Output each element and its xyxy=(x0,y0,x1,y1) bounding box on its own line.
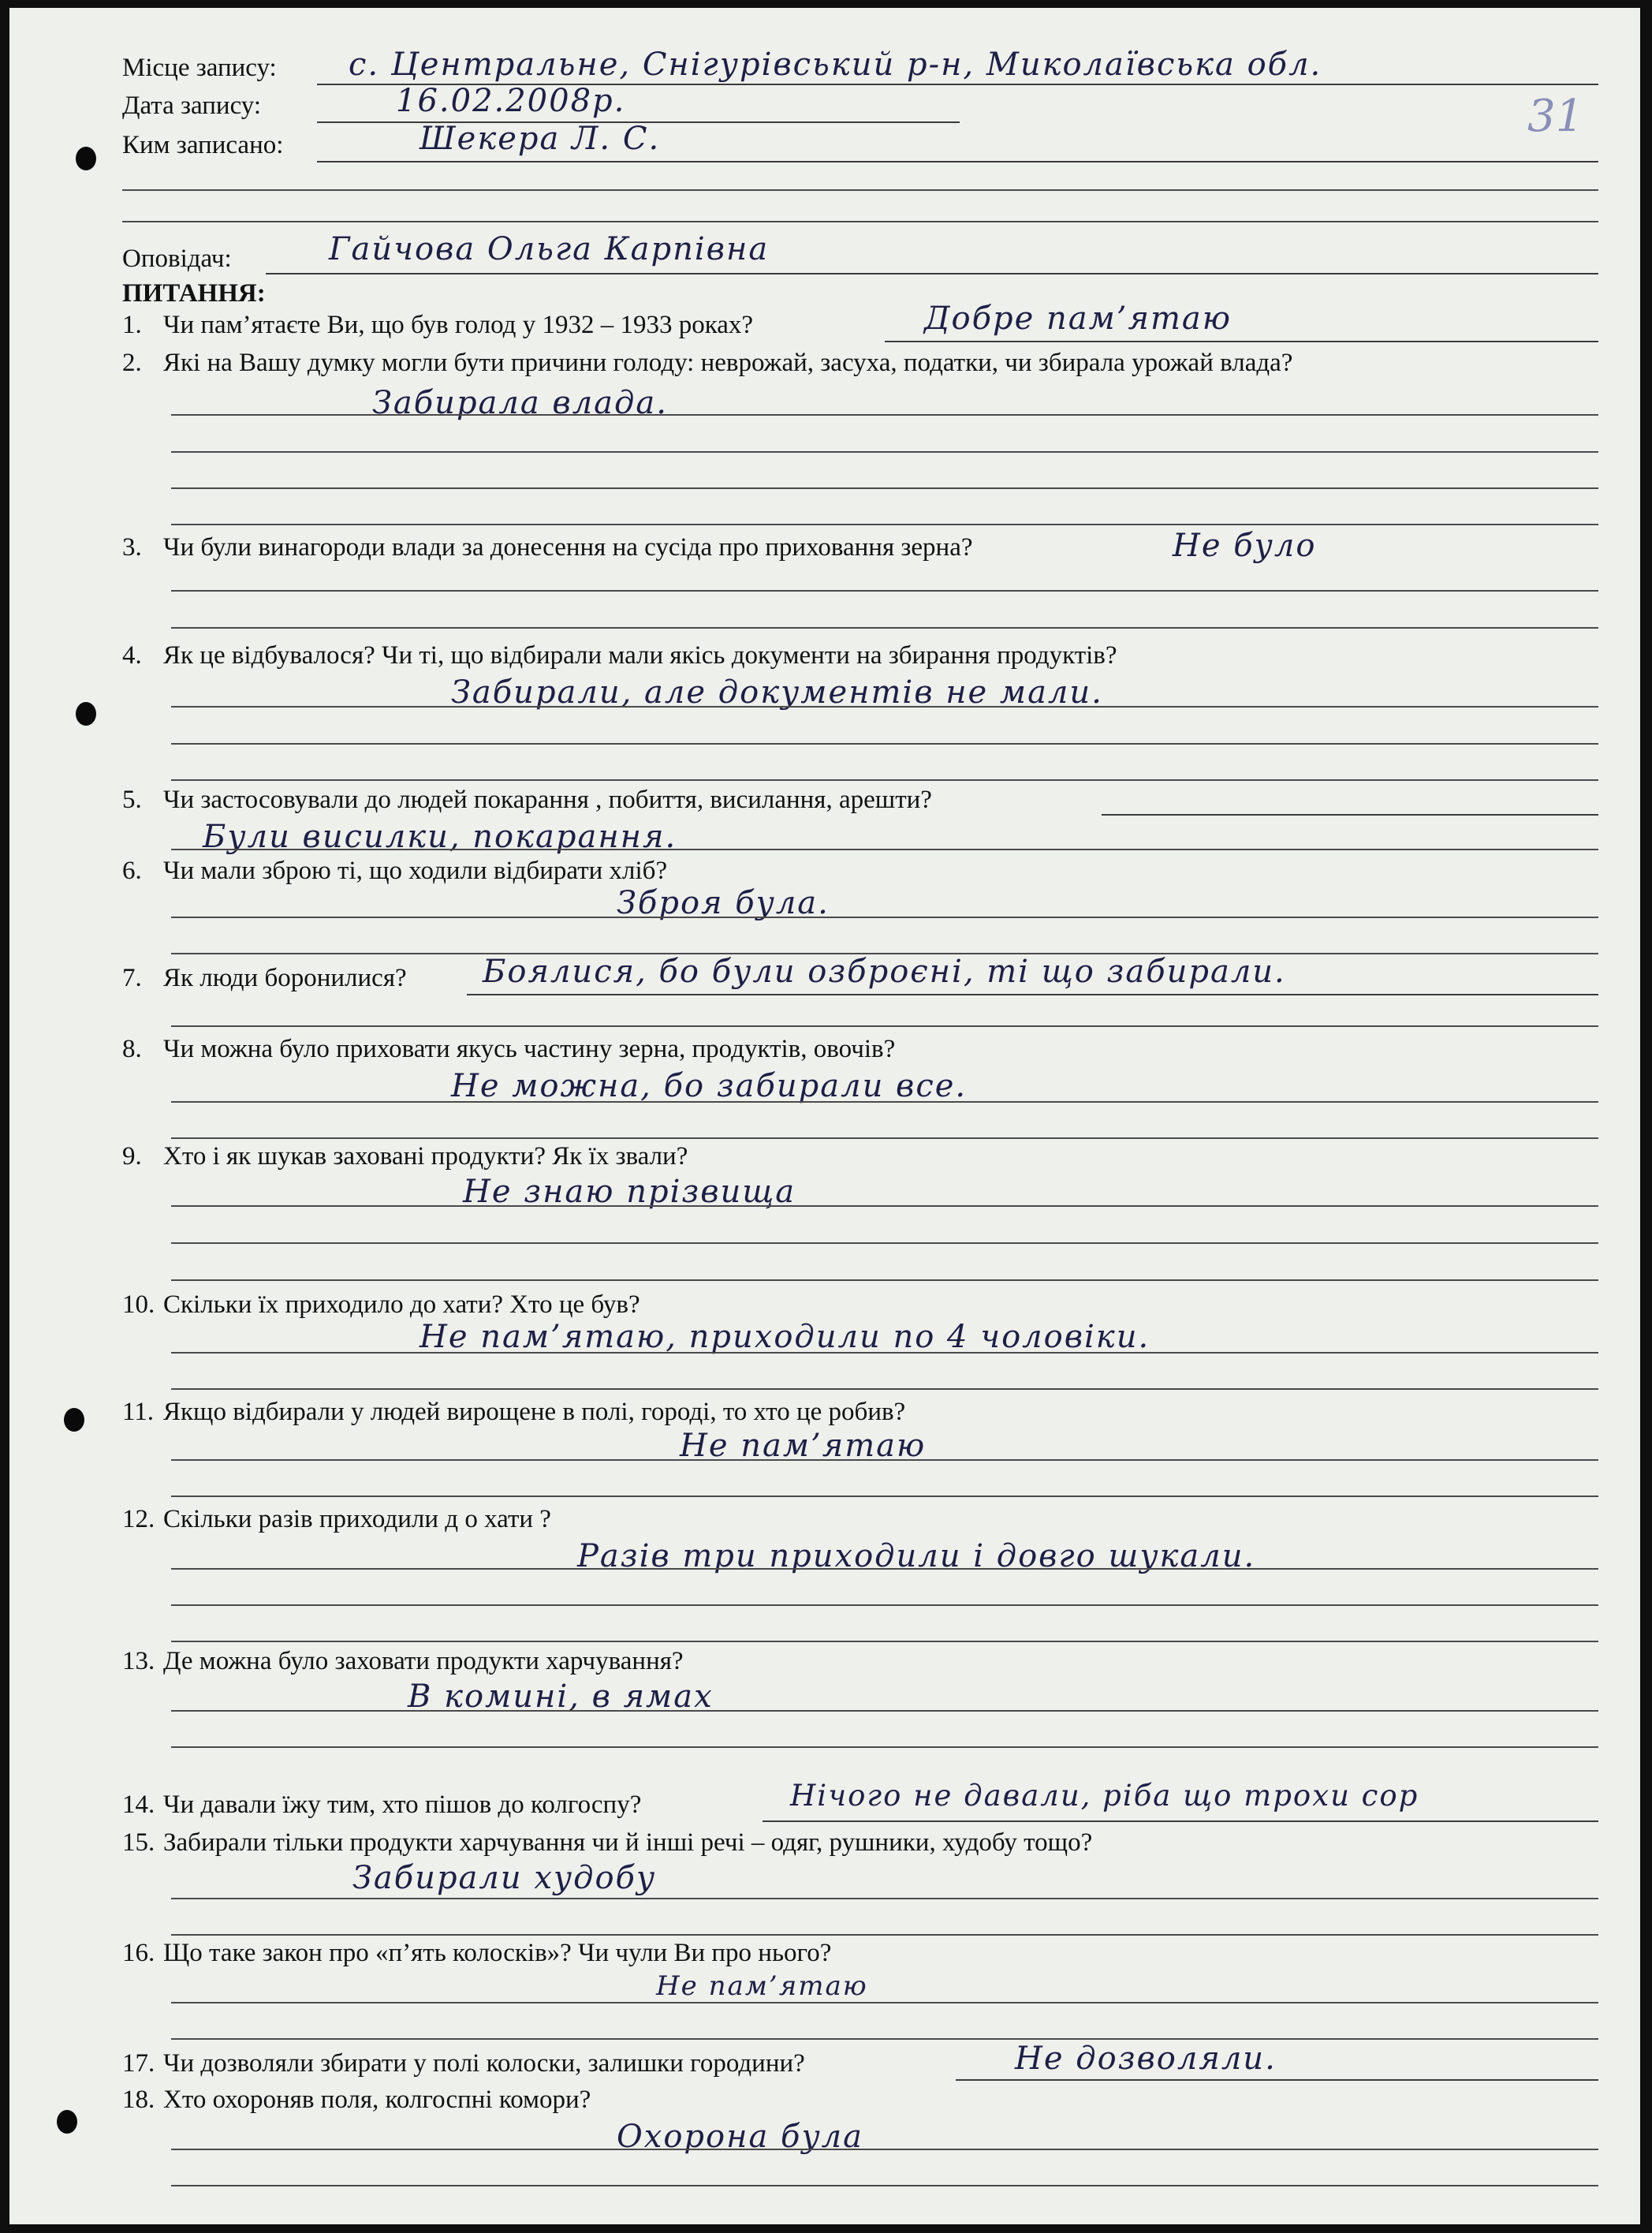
punch-hole-top xyxy=(76,147,96,170)
date-label: Дата запису: xyxy=(122,91,262,120)
questions-heading: ПИТАННЯ: xyxy=(122,279,266,308)
answer-8: Не можна, бо забирали все. xyxy=(451,1068,968,1104)
answer-4: Забирали, але документів не мали. xyxy=(451,674,1103,711)
question-text: Хто і як шукав заховані продукти? Як їх звали? xyxy=(163,1142,688,1171)
question-text: Чи застосовували до людей покарання , побиття, висилання, арешти? xyxy=(163,786,932,814)
answer-text: Не було xyxy=(1173,528,1317,564)
question-text: Чи пам’ятаєте Ви, що був голод у 1932 – 1933 роках? xyxy=(163,311,754,339)
question-text: Хто охороняв поля, колгоспні комори? xyxy=(163,2086,591,2114)
question-text: Як люди боронилися? xyxy=(163,964,407,992)
answer-text: Нічого не давали, ріба що трохи сор xyxy=(790,1779,1419,1813)
punch-hole-lower xyxy=(64,1408,84,1432)
question-text: Чи були винагороди влади за донесення на сусіда про приховання зерна? xyxy=(163,533,973,562)
answer-9: Не знаю прізвища xyxy=(463,1174,796,1210)
question-text: Чи давали їжу тим, хто пішов до колгоспу? xyxy=(163,1791,642,1819)
place-label: Місце запису: xyxy=(122,54,277,82)
form-sheet: 31 Місце запису: с. Центральне, Снігурівський р-н, Миколаївська обл. Дата запису: 16.02.2008р. Ким записано: Шекера Л. С. Оповідач: Гайчова Ольга Карпівна ПИТАННЯ: 1. Чи пам’ятаєте Ви, що був голод у 1932 – 1933 роках? Добре пам’ятаю 2. Які на Вашу думку могли бути причини голоду: неврожай, засуха, податки, чи збирала урожай влада? Забирала влада. 3. Чи були винагороди влади за донесення на сусіда про приховання зерна? Не було 4. Як це відбувалося? Чи ті, що відбирали мали якісь документи на збирання продуктів? Забирали, але документів не мали. 5. Чи застосовували до людей покарання , побиття, висилання, арешти? Були висилки, покарання. 6. Чи мали зброю ті, що ходили відбирати хліб? Зброя була. 7. Як люди боронилися? Боялися, бо були озброєні, ті що забирали. 8. Чи можна було приховати якусь частину зерна, продуктів, овочів? Не можна, бо забирали все. 9. Хто і як шукав заховані продукти? Як їх звали? Не знаю прізвища 10. Скільки їх приходило до хати? Хто це був? Не пам’ятаю, приходили по 4 чоловіки. 11. Якщо відбирали у людей вирощене в полі, городі, то хто це робив? Не пам’ятаю 12. Скільки разів приходили д о хати ? Разів три приходили і довго шукали. 13. Де можна було заховати продукти харчування? В комині, в ямах 14. Чи давали їжу тим, хто пішов до колгоспу? Нічого не давали, ріба що трохи сор 15. Забирали тільки продукти харчування чи й інші речі – одяг, рушники, худобу тощо? Забирали худобу 16. Що таке закон про «п’ять колосків»? Чи чули Ви про нього? Не пам’ятаю 17. Чи дозволяли збирати у полі колоски, залишки городини? Не дозволяли. 18. Хто охороняв поля, колгоспні комори? Охорона була xyxy=(9,8,1640,2224)
question-text: Забирали тільки продукти харчування чи й інші речі – одяг, рушники, худобу тощо? xyxy=(163,1828,1093,1857)
date-value: 16.02.2008р. xyxy=(396,83,626,119)
question-text: Де можна було заховати продукти харчування? xyxy=(163,1647,684,1675)
recorder-label: Ким записано: xyxy=(122,131,284,159)
answer-12: Разів три приходили і довго шукали. xyxy=(577,1538,1256,1574)
punch-hole-bottom xyxy=(57,2110,77,2134)
question-text: Чи мали зброю ті, що ходили відбирати хліб? xyxy=(163,857,668,885)
answer-15: Забирали худобу xyxy=(352,1860,657,1896)
page-number: 31 xyxy=(1527,91,1584,142)
question-text: Чи можна було приховати якусь частину зерна, продуктів, овочів? xyxy=(163,1035,896,1063)
question-text: Що таке закон про «п’ять колосків»? Чи чули Ви про нього? xyxy=(163,1939,832,1967)
punch-hole-upper xyxy=(76,702,96,726)
answer-18: Охорона була xyxy=(617,2119,863,2155)
answer-text: Не дозволяли. xyxy=(1015,2041,1277,2077)
answer-6: Зброя була. xyxy=(617,885,830,921)
answer-13: В комині, в ямах xyxy=(408,1678,714,1715)
recorder-value: Шекера Л. С. xyxy=(420,121,661,157)
question-text: Як це відбувалося? Чи ті, що відбирали мали якісь документи на збирання продуктів? xyxy=(163,641,1117,670)
answer-2: Забирала влада. xyxy=(372,385,668,421)
answer-10: Не пам’ятаю, приходили по 4 чоловіки. xyxy=(420,1319,1150,1355)
question-text: Скільки їх приходило до хати? Хто це був? xyxy=(163,1290,640,1319)
narrator-value: Гайчова Ольга Карпівна xyxy=(329,231,770,267)
answer-text: Добре пам’ятаю xyxy=(924,301,1232,337)
place-value: с. Центральне, Снігурівський р-н, Миколаївська обл. xyxy=(349,47,1322,83)
question-text: Якщо відбирали у людей вирощене в полі, городі, то хто це робив? xyxy=(163,1398,906,1426)
question-text: Які на Вашу думку могли бути причини голоду: неврожай, засуха, податки, чи збирала урожай влада? xyxy=(163,349,1293,377)
answer-text: Боялися, бо були озброєні, ті що забирали. xyxy=(483,954,1286,990)
answer-5: Були висилки, покарання. xyxy=(203,819,677,855)
question-text: Чи дозволяли збирати у полі колоски, залишки городини? xyxy=(163,2049,805,2078)
answer-11: Не пам’ятаю xyxy=(680,1428,927,1464)
narrator-label: Оповідач: xyxy=(122,245,232,273)
question-text: Скільки разів приходили д о хати ? xyxy=(163,1505,551,1533)
answer-16: Не пам’ятаю xyxy=(656,1970,868,2002)
